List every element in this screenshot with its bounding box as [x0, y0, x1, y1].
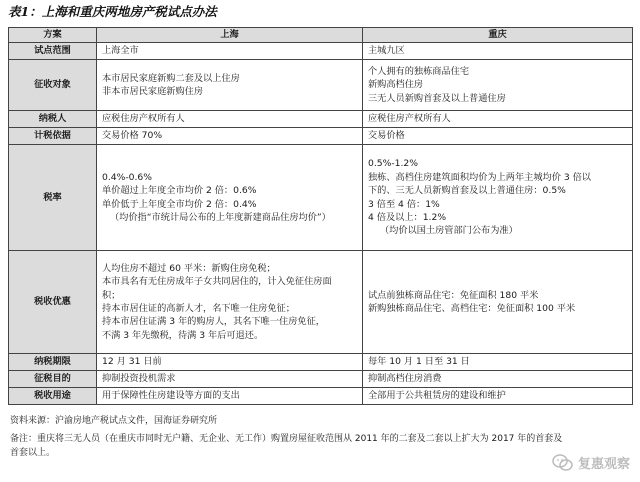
cell-shanghai-relief: 人均住房不超过 60 平米：新购住房免税； 本市具名有无住房成年子女共同居住的，计入免征住房面 积； 持本市居住证的高新人才，名下唯一住房免征； 持本市居住证满 3 年的购房人，其名下唯一住房免征， 不满 3 年先缴税，待满 3 年后可退还。 [97, 251, 363, 354]
cell-shanghai-scope: 上海全市 [97, 43, 363, 60]
watermark-text: 复惠观察 [577, 457, 630, 472]
row-usage [9, 388, 633, 405]
cell-chongqing-objects: 个人拥有的独栋商品住宅 新购高档住房 三无人员新购首套及以上普通住房 [363, 60, 633, 111]
label-rate: 税率 [9, 145, 97, 251]
label-purpose: 征税目的 [9, 371, 97, 388]
cell-shanghai-usage: 用于保障性住房建设等方面的支出 [97, 388, 363, 405]
header-row [9, 28, 633, 43]
cell-shanghai-objects: 本市居民家庭新购二套及以上住房 非本市居民家庭新购住房 [97, 60, 363, 111]
table-title: 表1：上海和重庆两地房产税试点办法 [8, 4, 217, 19]
row-basis [9, 128, 633, 145]
cell-chongqing-basis: 交易价格 [363, 128, 633, 145]
cell-chongqing-usage: 全部用于公共租赁房的建设和维护 [363, 388, 633, 405]
cell-shanghai-deadline: 12 月 31 日前 [97, 354, 363, 371]
header-shanghai: 上海 [97, 28, 363, 43]
cell-chongqing-taxpayer: 应税住房产权所有人 [363, 111, 633, 128]
cell-chongqing-scope: 主城九区 [363, 43, 633, 60]
label-usage: 税收用途 [9, 388, 97, 405]
label-basis: 计税依据 [9, 128, 97, 145]
row-rate [9, 145, 633, 251]
label-scope: 试点范围 [9, 43, 97, 60]
row-relief [9, 251, 633, 354]
cell-chongqing-deadline: 每年 10 月 1 日至 31 日 [363, 354, 633, 371]
cell-shanghai-basis: 交易价格 70% [97, 128, 363, 145]
tax-comparison-table [8, 27, 633, 405]
label-deadline: 纳税期限 [9, 354, 97, 371]
header-item: 方案 [9, 28, 97, 43]
cell-shanghai-purpose: 抑制投资投机需求 [97, 371, 363, 388]
header-chongqing: 重庆 [363, 28, 633, 43]
cell-chongqing-rate: 0.5%-1.2% 独栋、高档住房建筑面积均价为上两年主城均价 3 倍以 下的、三无人员新购首套及以上普通住房：0.5% 3 倍至 4 倍：1% 4 倍及以上：1.2% （均价以国土房管部门公布为准） [363, 145, 633, 251]
row-objects [9, 60, 633, 111]
row-deadline [9, 354, 633, 371]
cell-shanghai-taxpayer: 应税住房产权所有人 [97, 111, 363, 128]
wechat-icon [552, 454, 574, 472]
source-note: 资料来源：沪渝房地产税试点文件，国海证券研究所 [10, 416, 218, 426]
remark-note: 备注：重庆将三无人员（在重庆市同时无户籍、无企业、无工作）购置房屋征收范围从 2011 年的二套及二套以上扩大为 2017 年的首套及首套以上。 [10, 434, 563, 458]
row-scope [9, 43, 633, 60]
label-relief: 税收优惠 [9, 251, 97, 354]
row-purpose [9, 371, 633, 388]
watermark [552, 453, 630, 472]
cell-chongqing-purpose: 抑制高档住房消费 [363, 371, 633, 388]
row-taxpayer [9, 111, 633, 128]
label-taxpayer: 纳税人 [9, 111, 97, 128]
label-objects: 征收对象 [9, 60, 97, 111]
cell-shanghai-rate: 0.4%-0.6% 单价超过上年度全市均价 2 倍：0.6% 单价低于上年度全市均价 2 倍：0.4% （均价指“市统计局公布的上年度新建商品住房均价”） [97, 145, 363, 251]
cell-chongqing-relief: 试点前独栋商品住宅：免征面积 180 平米 新购独栋商品住宅、高档住宅：免征面积 100 平米 [363, 251, 633, 354]
